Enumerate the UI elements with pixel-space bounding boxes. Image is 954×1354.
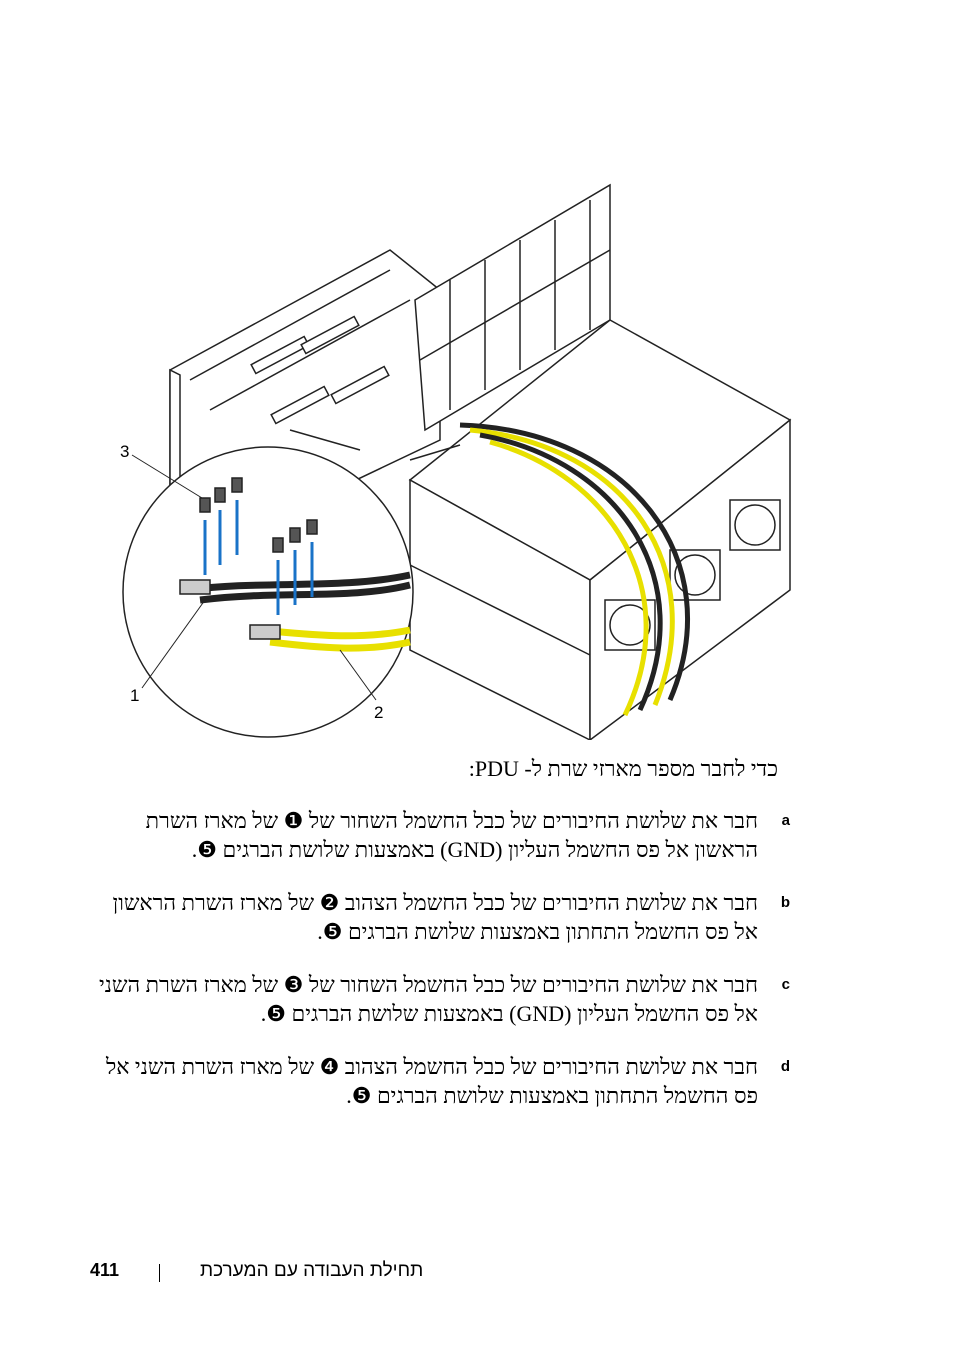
step-text: חבר את שלושת החיבורים של כבל החשמל השחור של ❶ של מארז השרת הראשון אל פס החשמל העליון (GND) באמצעות שלושת הברגים ❺. [145,808,758,862]
step-b [90,888,790,946]
step-d [90,1052,790,1110]
figure-illustration [110,180,810,740]
step-text: חבר את שלושת החיבורים של כבל החשמל הצהוב ❷ של מארז השרת הראשון אל פס החשמל התחתון באמצעות שלושת הברגים ❺. [112,890,758,944]
intro-text: כדי לחבר מספר מארזי שרת ל- PDU: [468,756,778,781]
step-text: חבר את שלושת החיבורים של כבל החשמל השחור של ❸ של מארז השרת השני אל פס החשמל העליון (GND) באמצעות שלושת הברגים ❺. [98,972,758,1026]
callout-1: 1 [130,686,140,705]
server-rack-illustration [110,180,810,740]
footer-title: תחילת העבודה עם המערכת [200,1260,424,1281]
step-letter: d [780,1058,790,1075]
step-letter: b [780,894,790,911]
step-a [90,806,790,864]
step-letter: a [781,812,790,829]
steps-list [90,806,790,1134]
step-letter: c [781,976,790,993]
page-number: 411 [90,1260,120,1280]
footer-divider [159,1264,160,1282]
callout-3: 3 [120,442,130,461]
callout-2: 2 [374,703,384,722]
page-footer [0,1258,954,1288]
step-c [90,970,790,1028]
step-text: חבר את שלושת החיבורים של כבל החשמל הצהוב ❹ של מארז השרת השני אל פס החשמל התחתון באמצעות שלושת הברגים ❺. [105,1054,758,1108]
